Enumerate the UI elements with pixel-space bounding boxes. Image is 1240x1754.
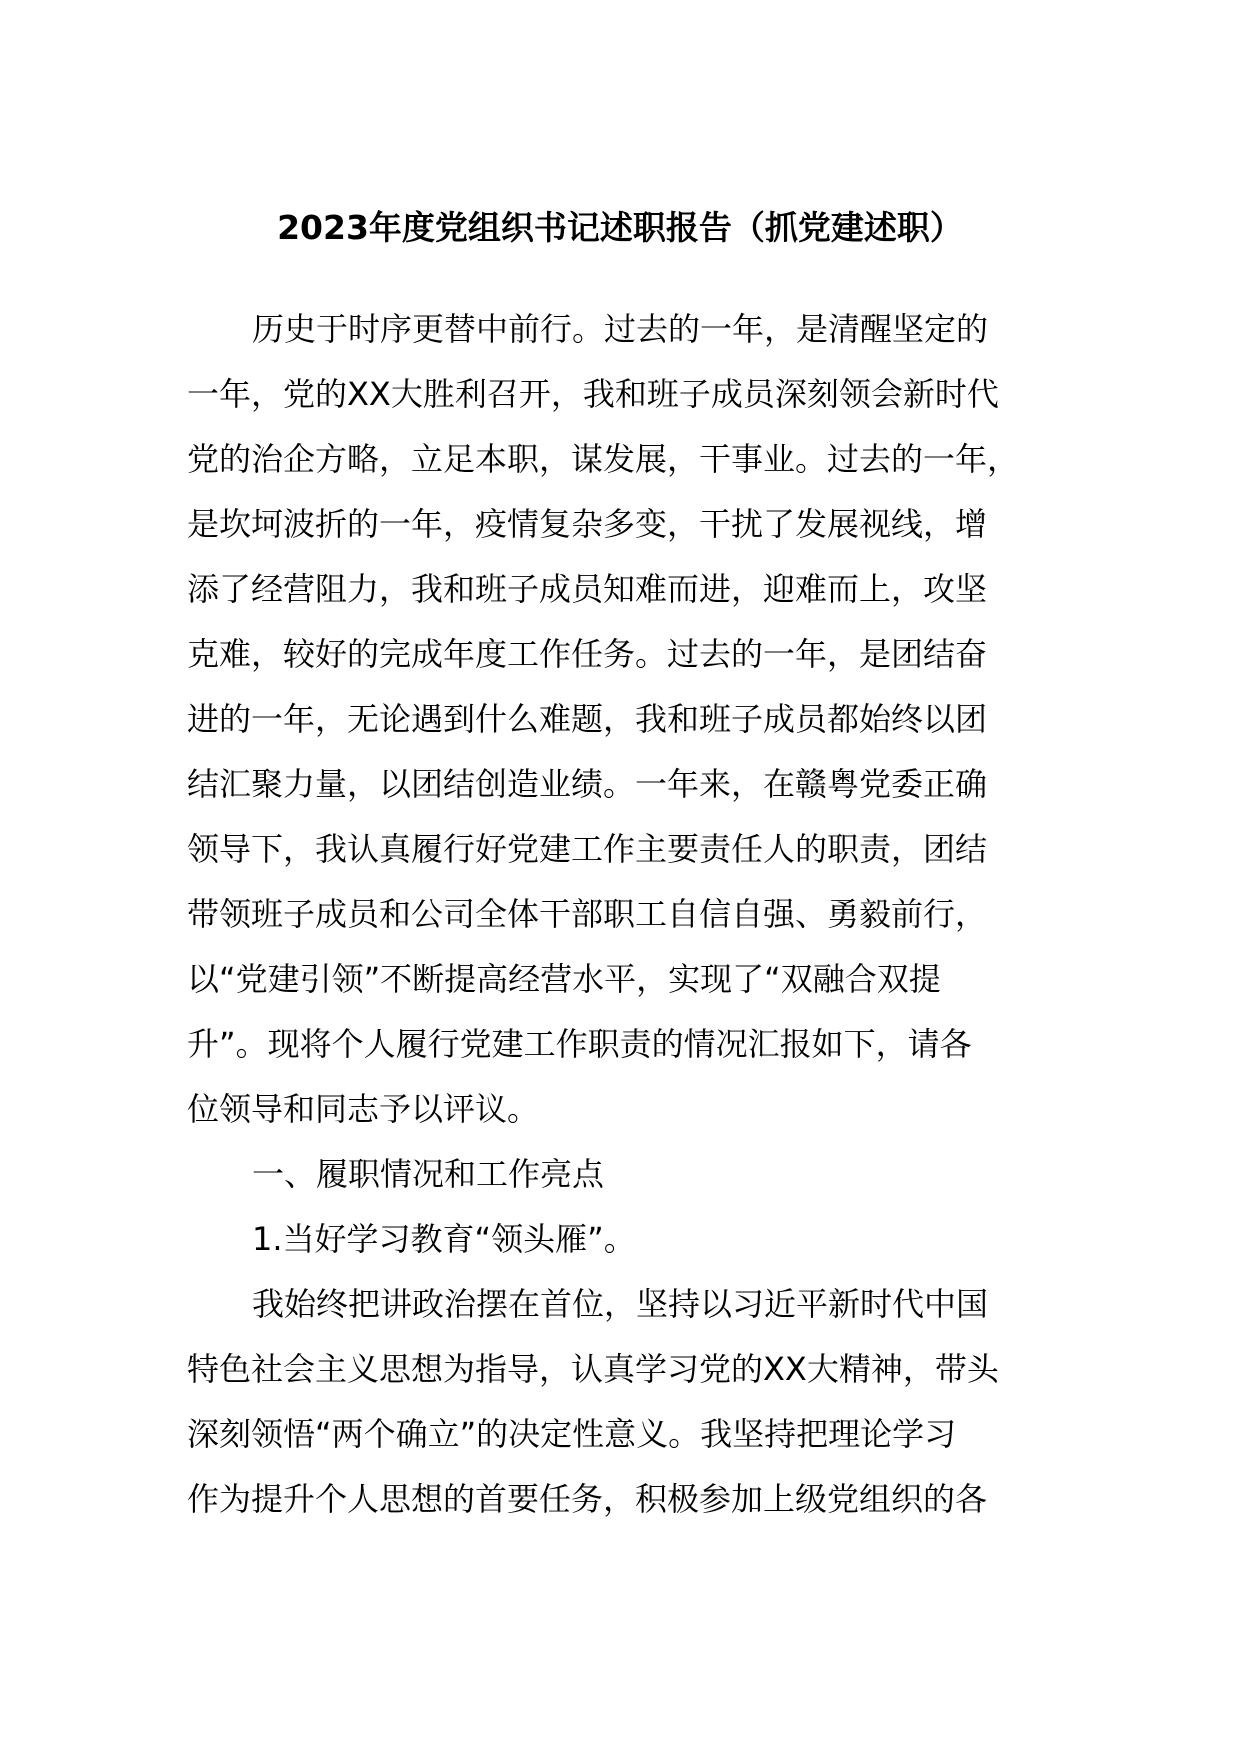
paragraph-line: 历史于时序更替中前行。过去的一年，是清醒坚定的 [252, 310, 989, 348]
paragraph-line: 领导下，我认真履行好党建工作主要责任人的职责，团结 [187, 830, 988, 868]
paragraph-line: 以“党建引领”不断提高经营水平，实现了“双融合双提 [187, 960, 941, 998]
paragraph-line: 党的治企方略，立足本职，谋发展，干事业。过去的一年， [187, 440, 1020, 478]
subsection-heading: 1.当好学习教育“领头雁”。 [252, 1220, 636, 1258]
paragraph-line: 位领导和同志予以评议。 [187, 1090, 540, 1128]
paragraph-line: 我始终把讲政治摆在首位，坚持以习近平新时代中国 [252, 1285, 989, 1323]
paragraph-line: 克难，较好的完成年度工作任务。过去的一年，是团结奋 [187, 635, 988, 673]
document-title: 2023年度党组织书记述职报告（抓党建述职） [277, 208, 963, 247]
paragraph-line: 添了经营阻力，我和班子成员知难而进，迎难而上，攻坚 [187, 570, 988, 608]
paragraph-line: 是坎坷波折的一年，疫情复杂多变，干扰了发展视线，增 [187, 505, 988, 543]
paragraph-line: 升”。现将个人履行党建工作职责的情况汇报如下，请各 [187, 1025, 972, 1063]
paragraph-line: 深刻领悟“两个确立”的决定性意义。我坚持把理论学习 [187, 1415, 957, 1453]
paragraph-line: 带领班子成员和公司全体干部职工自信自强、勇毅前行， [187, 895, 988, 933]
paragraph-line: 进的一年，无论遇到什么难题，我和班子成员都始终以团 [187, 700, 988, 738]
paragraph-line: 特色社会主义思想为指导，认真学习党的XX大精神，带头 [187, 1350, 999, 1388]
paragraph-line: 结汇聚力量，以团结创造业绩。一年来，在赣粤党委正确 [187, 765, 988, 803]
paragraph-line: 一年，党的XX大胜利召开，我和班子成员深刻领会新时代 [187, 375, 999, 413]
paragraph-line: 作为提升个人思想的首要任务，积极参加上级党组织的各 [187, 1480, 988, 1518]
section-heading: 一、履职情况和工作亮点 [252, 1155, 605, 1193]
